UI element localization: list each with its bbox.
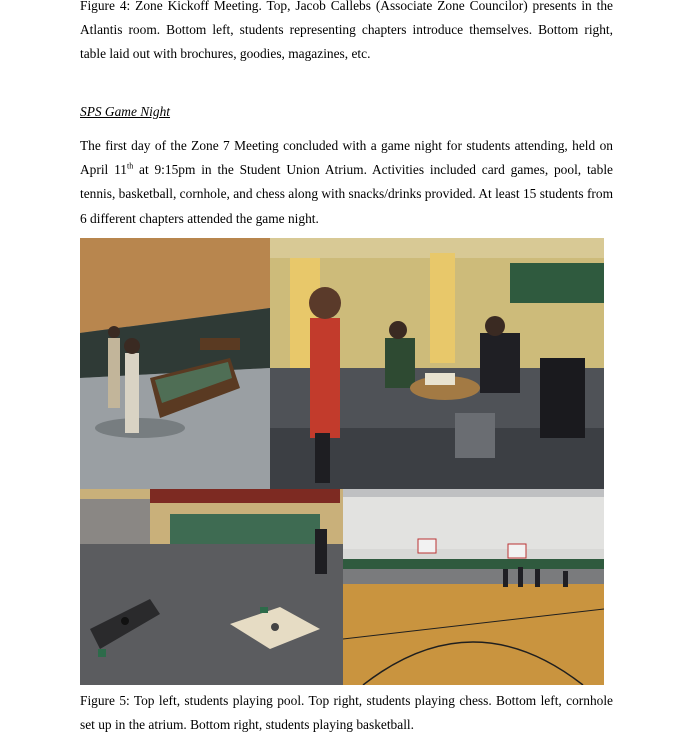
body-text-part1: The first day of the Zone 7 Meeting concluded with a game night for students attending, held on April 11 bbox=[80, 138, 613, 178]
body-text-part2: at 9:15pm in the Student Union Atrium. Activities included card games, pool, table tennis, basketball, cornhole, and chess along with snacks/drinks provided. At least 15 students from 6 different chapters attended the game night. bbox=[80, 162, 613, 226]
body-paragraph bbox=[80, 134, 613, 231]
cornhole-photo bbox=[80, 489, 343, 685]
basketball-court-photo bbox=[343, 489, 604, 685]
section-heading: SPS Game Night bbox=[80, 104, 171, 119]
chess-photo bbox=[270, 238, 604, 489]
figure-5-caption: Figure 5: Top left, students playing pool. Top right, students playing chess. Bottom left, cornhole set up in the atrium. Bottom right, students playing basketball. bbox=[80, 693, 613, 733]
body-superscript: th bbox=[126, 161, 134, 171]
figure-4-caption: Figure 4: Zone Kickoff Meeting. Top, Jacob Callebs (Associate Zone Councilor) presents in the Atlantis room. Bottom left, students representing chapters introduce themselves. Bottom right, table laid out with brochures, goodies, magazines, etc. bbox=[80, 0, 613, 62]
pool-photo bbox=[80, 238, 270, 489]
